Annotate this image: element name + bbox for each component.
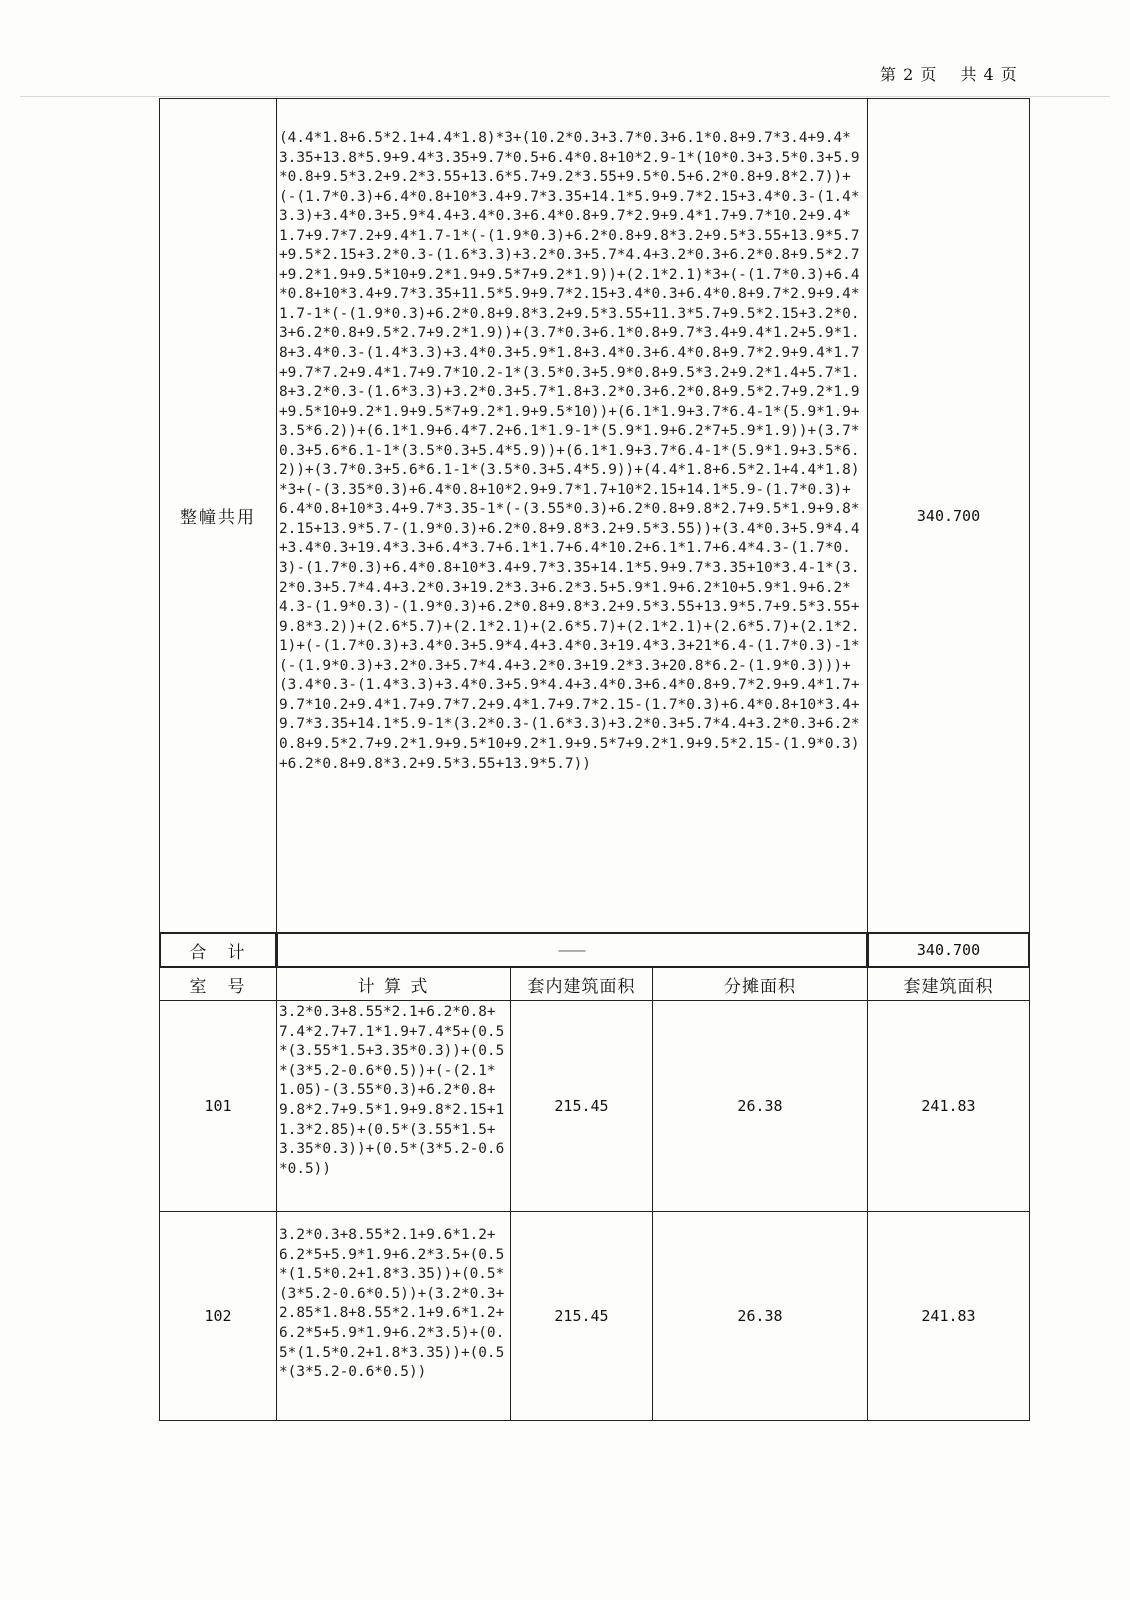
table-row-101-inner-area: 215.45 — [510, 1000, 653, 1212]
shared-value-cell — [867, 98, 1030, 933]
total-label-cell — [159, 932, 277, 968]
shared-area-value: 340.700 — [916, 506, 981, 525]
total-value-cell — [867, 932, 1030, 968]
table-row-101-room-no: 101 — [159, 1000, 277, 1212]
total-label: 合 计 — [189, 942, 247, 963]
column-header-total-area: 套建筑面积 — [867, 967, 1030, 1001]
table-row-102-total-area: 241.83 — [867, 1211, 1030, 1421]
area-calculation-table — [159, 98, 1030, 1421]
shared-label: 整幢共用 — [180, 508, 256, 528]
table-row-102-formula-cell — [276, 1211, 511, 1421]
top-rule — [20, 96, 1110, 97]
total-area-value: 340.700 — [916, 941, 981, 959]
shared-formula: (4.4*1.8+6.5*2.1+4.4*1.8)*3+(10.2*0.3+3.7*0.3+6.1*0.8+9.7*3.4+9.4*3.35+13.8*5.9+9.4*3.35+9.7*0.5+6.4*0.8+10*2.9-1*(10*0.3+3.5*0.3+5.9*0.8+9.5*3.2+9.2*3.55+13.6*5.7+9.2*3.55+9.5*0.5+6.2*0.8+9.8*2.7))+(-(1.7*0.3)+6.4*0.8+10*3.4+9.7*3.35+14.1*5.9+9.7*2.15+3.4*0.3-(1.4*3.3)+3.4*0.3+5.9*4.4+3.4*0.3+6.4*0.8+9.7*2.9+9.4*1.7+9.7*10.2+9.4*1.7+9.7*7.2+9.4*1.7-1*(-(1.9*0.3)+6.2*0.8+9.8*3.2+9.5*3.55+13.9*5.7+9.5*2.15+3.2*0.3-(1.6*3.3)+3.2*0.3+5.7*4.4+3.2*0.3+6.2*0.8+9.5*2.7+9.2*1.9+9.5*10+9.2*1.9+9.5*7+9.2*1.9))+(2.1*2.1)*3+(-(1.7*0.3)+6.4*0.8+10*3.4+9.7*3.35+11.5*5.9+9.7*2.15+3.4*0.3+6.4*0.8+9.7*2.9+9.4*1.7-1*(-(1.9*0.3)+6.2*0.8+9.8*3.2+9.5*3.55+11.3*5.7+9.5*2.15+3.2*0.3+6.2*0.8+9.5*2.7+9.2*1.9))+(3.7*0.3+6.1*0.8+9.7*3.4+9.4*1.2+5.9*1.8+3.4*0.3-(1.4*3.3)+3.4*0.3+5.9*1.8+3.4*0.3+6.4*0.8+9.7*2.9+9.4*1.7+9.7*7.2+9.4*1.7+9.7*10.2-1*(3.5*0.3+5.9*0.8+9.5*3.2+9.2*1.4+5.7*1.8+3.2*0.3-(1.6*3.3)+3.2*0.3+5.7*1.8+3.2*0.3+6.2*0.8+9.5*2.7+9.2*1.9+9.5*10+9.2*1.9+9.5*7+9.2*1.9+9.5*10))+(6.1*1.9+3.7*6.4-1*(5.9*1.9+3.5*6.2))+(6.1*1.9+6.4*7.2+6.1*1.9-1*(5.9*1.9+6.2*7+5.9*1.9))+(3.7*0.3+5.6*6.1-1*(3.5*0.3+5.4*5.9))+(6.1*1.9+3.7*6.4-1*(5.9*1.9+3.5*6.2))+(3.7*0.3+5.6*6.1-1*(3.5*0.3+5.4*5.9))+(4.4*1.8+6.5*2.1+4.4*1.8)*3+(-(3.35*0.3)+6.4*0.8+10*2.9+9.7*1.7+10*2.15+14.1*5.9-(1.7*0.3)+6.4*0.8+10*3.4+9.7*3.35-1*(-(3.55*0.3)+6.2*0.8+9.8*2.7+9.5*1.9+9.8*2.15+13.9*5.7-(1.9*0.3)+6.2*0.8+9.8*3.2+9.5*3.55))+(3.4*0.3+5.9*4.4+3.4*0.3+19.4*3.3+6.4*3.7+6.1*1.7+6.4*10.2+6.1*1.7+6.4*4.3-(1.7*0.3)-(1.7*0.3)+6.4*0.8+10*3.4+9.7*3.35+14.1*5.9+9.7*3.35+10*3.4-1*(3.2*0.3+5.7*4.4+3.2*0.3+19.2*3.3+6.2*3.5+5.9*1.9+6.2*10+5.9*1.9+6.2*4.3-(1.9*0.3)-(1.9*0.3)+6.2*0.8+9.8*3.2+9.5*3.55+13.9*5.7+9.5*3.55+9.8*3.2))+(2.6*5.7)+(2.1*2.1)+(2.6*5.7)+(2.1*2.1)+(2.6*5.7)+(2.1*2.1)+(-(1.7*0.3)+3.4*0.3+5.9*4.4+3.4*0.3+19.4*3.3+21*6.4-(1.7*0.3)-1*(-(1.9*0.3)+3.2*0.3+5.7*4.4+3.2*0.3+19.2*3.3+20.8*6.2-(1.9*0.3)))+(3.4*0.3-(1.4*3.3)+3.4*0.3+5.9*4.4+3.4*0.3+6.4*0.8+9.7*2.9+9.4*1.7+9.7*10.2+9.4*1.7+9.7*7.2+9.4*1.7+9.7*2.15-(1.7*0.3)+6.4*0.8+10*3.4+9.7*3.35+14.1*5.9-1*(3.2*0.3-(1.6*3.3)+3.2*0.3+5.7*4.4+3.2*0.3+6.2*0.8+9.5*2.7+9.2*1.9+9.5*10+9.2*1.9+9.5*7+9.2*1.9+9.5*2.15-(1.9*0.3)+6.2*0.8+9.8*3.2+9.5*3.55+13.9*5.7)) — [279, 130, 860, 772]
table-row-102-inner-area: 215.45 — [510, 1211, 653, 1421]
column-header-shared-area: 分摊面积 — [652, 967, 868, 1001]
room-102-formula: 3.2*0.3+8.55*2.1+9.6*1.2+6.2*5+5.9*1.9+6.2*3.5+(0.5*(1.5*0.2+1.8*3.35))+(0.5*(3*5.2-0.6*0.5))+(3.2*0.3+2.85*1.8+8.55*2.1+9.6*1.2+6.2*5+5.9*1.9+6.2*3.5)+(0.5*(1.5*0.2+1.8*3.35))+(0.5*(3*5.2-0.6*0.5)) — [279, 1227, 505, 1381]
table-row-102-room-no: 102 — [159, 1211, 277, 1421]
shared-label-cell — [159, 98, 277, 933]
table-row-101-formula-cell — [276, 1000, 511, 1212]
column-header-inner-area: 套内建筑面积 — [510, 967, 653, 1001]
shared-formula-cell — [276, 98, 868, 933]
page-total: 共 4 页 — [960, 65, 1018, 84]
column-header-formula: 计 算 式 — [276, 967, 511, 1001]
column-header-room-no: 室 号 — [159, 967, 277, 1001]
total-dash: ——— — [558, 941, 586, 959]
table-row-102-shared-area: 26.38 — [652, 1211, 868, 1421]
page-number: 第 2 页 — [880, 65, 938, 84]
room-101-formula: 3.2*0.3+8.55*2.1+6.2*0.8+7.4*2.7+7.1*1.9+7.4*5+(0.5*(3.55*1.5+3.35*0.3))+(0.5*(3*5.2-0.6*0.5))+(-(2.1*1.05)-(3.55*0.3)+6.2*0.8+9.8*2.7+9.5*1.9+9.8*2.15+11.3*2.85)+(0.5*(3.55*1.5+3.35*0.3))+(0.5*(3*5.2-0.6*0.5)) — [279, 1004, 505, 1177]
table-row-101-total-area: 241.83 — [867, 1000, 1030, 1212]
total-dash-cell — [276, 932, 868, 968]
page-header — [880, 62, 1018, 85]
table-row-101-shared-area: 26.38 — [652, 1000, 868, 1212]
